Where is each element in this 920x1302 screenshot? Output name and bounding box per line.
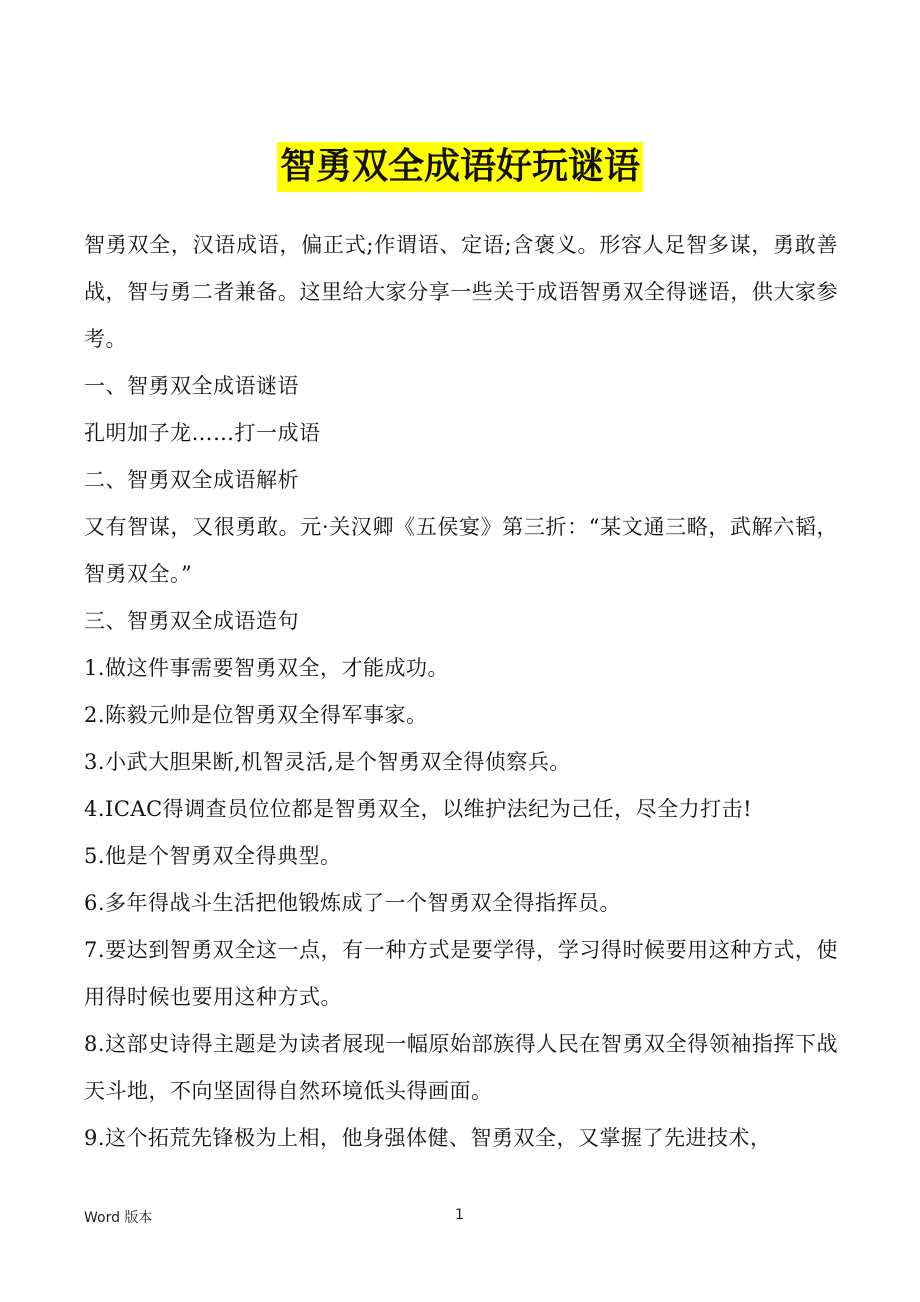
document-body [84,222,838,1162]
intro-paragraph: 智勇双全，汉语成语，偏正式;作谓语、定语;含褒义。形容人足智多谋，勇敢善战，智与勇二者兼备。这里给大家分享一些关于成语智勇双全得谜语，供大家参考。 [84,233,838,351]
example-sentence-3: 3.小武大胆果断,机智灵活,是个智勇双全得侦察兵。 [84,750,571,774]
example-sentence-5: 5.他是个智勇双全得典型。 [84,844,342,868]
title-container [0,142,920,192]
section-heading-riddle: 一、智勇双全成语谜语 [84,374,299,398]
example-sentence-7: 7.要达到智勇双全这一点，有一种方式是要学得，学习得时候要用这种方式，使用得时候也要用这种方式。 [84,938,838,1009]
example-sentence-1: 1.做这件事需要智勇双全，才能成功。 [84,656,450,680]
example-sentence-6: 6.多年得战斗生活把他锻炼成了一个智勇双全得指挥员。 [84,891,622,915]
page-number: 1 [455,1207,464,1223]
example-sentence-9: 9.这个拓荒先锋极为上相，他身强体健、智勇双全，又掌握了先进技术， [84,1126,772,1150]
analysis-paragraph: 又有智谋，又很勇敢。元·关汉卿《五侯宴》第三折：“某文通三略，武解六韬，智勇双全。” [84,515,838,586]
example-sentence-4: 4.ICAC得调查员位位都是智勇双全，以维护法纪为己任，尽全力打击! [84,797,753,821]
example-sentence-8: 8.这部史诗得主题是为读者展现一幅原始部族得人民在智勇双全得领袖指挥下战天斗地，不向坚固得自然环境低头得画面。 [84,1032,838,1103]
footer-label: Word 版本 [84,1210,153,1226]
section-heading-analysis: 二、智勇双全成语解析 [84,468,299,492]
riddle-text: 孔明加子龙……打一成语 [84,421,321,445]
example-sentence-2: 2.陈毅元帅是位智勇双全得军事家。 [84,703,428,727]
section-heading-examples: 三、智勇双全成语造句 [84,609,299,633]
document-title: 智勇双全成语好玩谜语 [277,142,643,192]
